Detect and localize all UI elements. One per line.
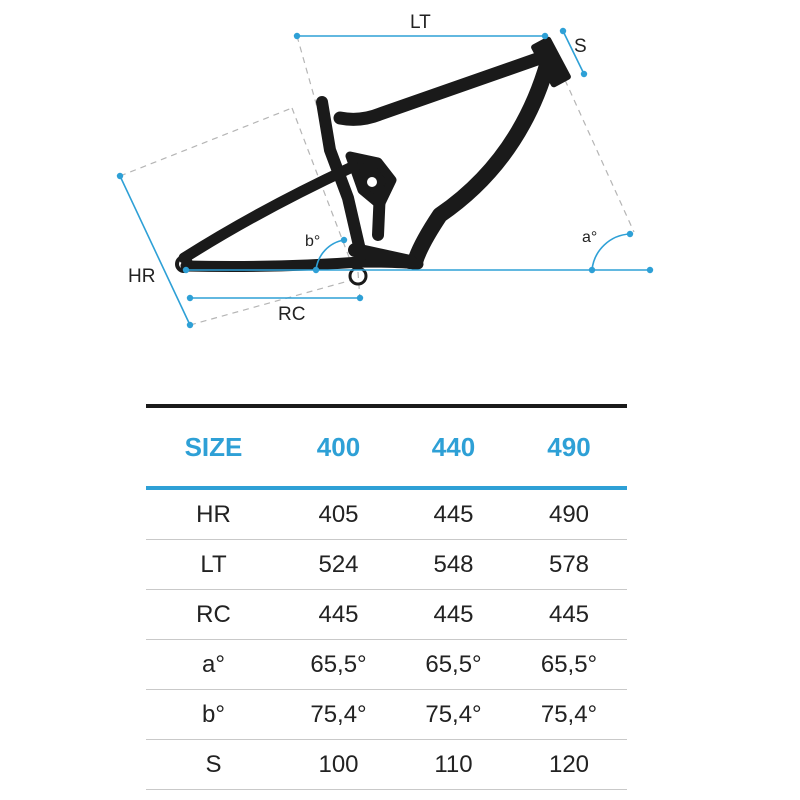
table-cell: 445 (548, 600, 590, 628)
table-row-lt (146, 540, 627, 590)
row-label: a° (202, 650, 225, 678)
top-tube (340, 58, 540, 119)
table-row-s (146, 740, 627, 790)
table-cell: 578 (548, 550, 590, 578)
b-label: b° (305, 233, 321, 250)
bike-frame (177, 36, 572, 284)
table-row-a (146, 640, 627, 690)
row-label: S (205, 750, 222, 778)
a-angle-arc (592, 234, 630, 270)
seat-pivot (367, 177, 377, 187)
shock (378, 190, 380, 235)
table-cell: 75,4° (310, 700, 367, 728)
table-cell: 110 (434, 750, 473, 778)
row-label: HR (196, 500, 231, 528)
table-cell: 65,5° (310, 650, 367, 678)
row-label: b° (202, 700, 225, 728)
geometry-table (146, 404, 627, 790)
table-header-row (146, 408, 627, 486)
rc-label: RC (278, 304, 306, 325)
table-cell: 120 (548, 750, 590, 778)
s-label: S (574, 36, 587, 57)
size-400-header: 400 (316, 431, 361, 462)
table-row-rc (146, 590, 627, 640)
table-row-hr (146, 490, 627, 540)
table-cell: 75,4° (425, 700, 482, 728)
lt-label: LT (410, 12, 431, 33)
table-cell: 490 (548, 500, 590, 528)
row-label: LT (200, 550, 227, 578)
table-cell: 65,5° (540, 650, 598, 678)
a-label: a° (582, 229, 598, 246)
table-cell: 524 (318, 550, 359, 578)
hr-label: HR (128, 266, 156, 287)
seat-stay (184, 168, 350, 258)
row-label: RC (196, 600, 231, 628)
table-cell: 445 (433, 500, 474, 528)
table-cell: 445 (318, 600, 359, 628)
table-cell: 65,5° (425, 650, 482, 678)
table-cell: 100 (318, 750, 359, 778)
hr-dimension-line (120, 176, 190, 325)
table-cell: 75,4° (540, 700, 598, 728)
table-cell: 548 (433, 550, 474, 578)
table-cell: 405 (318, 500, 359, 528)
table-cell: 445 (433, 600, 474, 628)
table-row-b (146, 690, 627, 740)
size-490-header: 490 (547, 431, 591, 462)
size-440-header: 440 (431, 431, 476, 462)
size-header-label: SIZE (184, 431, 243, 462)
